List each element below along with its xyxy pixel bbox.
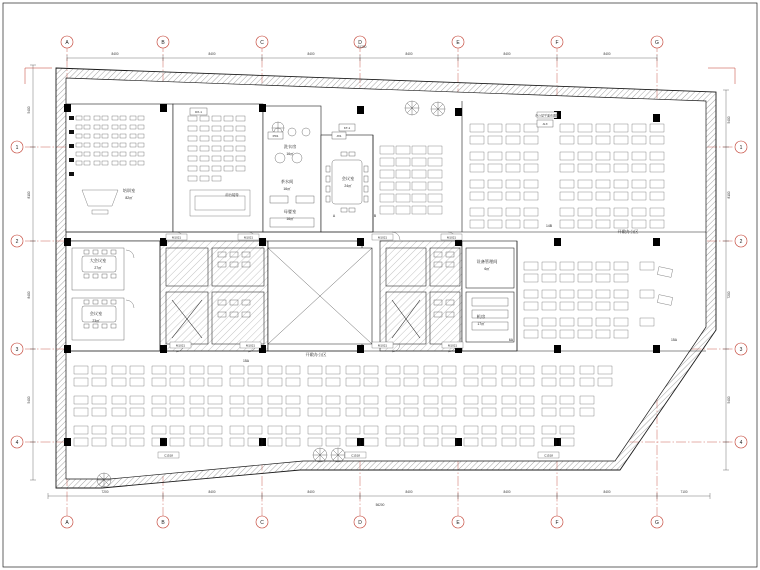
axis-label-top-2: C xyxy=(260,40,264,46)
svg-text:8400: 8400 xyxy=(307,490,315,494)
room-label-equipment: 设备管理间 xyxy=(476,259,498,264)
room-label-mother: 母婴室 xyxy=(283,209,297,214)
axis-label-bottom-0: A xyxy=(65,520,69,526)
svg-text:DX-1: DX-1 xyxy=(195,110,202,114)
axis-label-left-1: 2 xyxy=(15,239,19,245)
svg-text:8400: 8400 xyxy=(503,52,511,56)
annotation-15a-left: 15A xyxy=(242,359,250,363)
svg-text:8400: 8400 xyxy=(603,52,611,56)
axis-label-top-4: E xyxy=(456,40,460,46)
svg-text:8400: 8400 xyxy=(208,52,216,56)
dimension-text-right xyxy=(727,116,731,403)
svg-text:KT-1: KT-1 xyxy=(343,126,351,130)
dimension-text-left xyxy=(27,106,31,403)
svg-text:8400: 8400 xyxy=(111,52,119,56)
svg-text:JLX: JLX xyxy=(542,122,548,126)
svg-text:PD1: PD1 xyxy=(272,134,279,138)
room-area-equipment: 6㎡ xyxy=(484,267,490,271)
axis-label-bottom-3: D xyxy=(358,520,362,526)
svg-text:5400: 5400 xyxy=(727,116,731,124)
room-label-reception: 前台接待 xyxy=(225,193,239,197)
axis-label-left-2: 3 xyxy=(15,347,19,353)
room-area-server: 17㎡ xyxy=(477,322,485,326)
axis-label-left-3: 4 xyxy=(15,440,19,446)
room-label-training: 培训室 xyxy=(122,188,136,193)
atrium-void xyxy=(268,248,372,344)
overall-dim-bottom: 56200 xyxy=(375,503,385,507)
axis-label-right-0: 1 xyxy=(739,145,743,151)
dimension-chain-left xyxy=(30,65,36,480)
dimension-chain-bottom xyxy=(48,493,710,499)
svg-text:M1021: M1021 xyxy=(175,343,186,348)
room-label-laundry: 洗衣房 xyxy=(283,144,297,149)
svg-text:8400: 8400 xyxy=(405,52,413,56)
svg-text:M1021: M1021 xyxy=(243,235,254,240)
svg-text:M1021: M1021 xyxy=(377,235,388,240)
dimension-chain-right xyxy=(723,90,729,470)
room-label-open-office-lower: 开敞办公区 xyxy=(305,352,327,357)
svg-text:C1518: C1518 xyxy=(544,453,553,458)
room-area-meeting-left: 23㎡ xyxy=(92,319,100,323)
room-label-meeting-top: 会议室 xyxy=(341,176,355,181)
axis-label-top-1: B xyxy=(161,40,165,46)
axis-label-top-5: F xyxy=(555,40,559,46)
svg-text:5400: 5400 xyxy=(27,396,31,404)
svg-text:M1021: M1021 xyxy=(447,343,458,348)
overall-dim-top: 61200 xyxy=(357,45,367,49)
svg-text:8400: 8400 xyxy=(307,52,315,56)
dimension-chain-top xyxy=(67,55,657,61)
room-label-server: 机房 xyxy=(476,314,486,319)
svg-text:8400: 8400 xyxy=(405,490,413,494)
axis-label-bottom-5: F xyxy=(555,520,559,526)
svg-text:M1021: M1021 xyxy=(446,235,457,240)
axis-label-right-3: 4 xyxy=(739,440,743,446)
svg-text:8100: 8100 xyxy=(27,191,31,199)
annotation-b: B xyxy=(373,214,377,218)
svg-text:M1021: M1021 xyxy=(171,235,182,240)
room-area-big-meeting: 27㎡ xyxy=(94,266,102,270)
axis-label-right-2: 3 xyxy=(739,347,743,353)
axis-label-bottom-6: G xyxy=(655,520,659,526)
room-area-meeting-top: 24㎡ xyxy=(344,184,352,188)
svg-text:M1021: M1021 xyxy=(377,343,388,348)
axis-label-left-0: 1 xyxy=(15,145,19,151)
svg-text:JX1: JX1 xyxy=(336,134,342,138)
room-label-big-meeting: 大会议室 xyxy=(89,258,107,263)
axis-label-bottom-2: C xyxy=(260,520,264,526)
annotation-14b: 14B xyxy=(545,224,553,228)
svg-text:8400: 8400 xyxy=(208,490,216,494)
annotation-6a: 6A xyxy=(508,338,514,342)
svg-text:办公层平面布置图: 办公层平面布置图 xyxy=(534,113,560,118)
svg-text:8400: 8400 xyxy=(27,291,31,299)
svg-text:8400: 8400 xyxy=(603,490,611,494)
axis-label-bottom-4: E xyxy=(456,520,460,526)
room-area-training: 82㎡ xyxy=(125,196,133,200)
axis-bubbles-right xyxy=(735,141,747,448)
axis-label-top-0: A xyxy=(65,40,69,46)
annotation-a: A xyxy=(332,214,336,218)
svg-text:C1518: C1518 xyxy=(351,453,360,458)
dimension-text-top xyxy=(111,45,610,56)
svg-text:7200: 7200 xyxy=(727,291,731,299)
axis-bubbles-bottom xyxy=(61,516,663,528)
svg-text:8400: 8400 xyxy=(503,490,511,494)
room-area-pantry: 16㎡ xyxy=(283,187,291,191)
room-area-mother: 16㎡ xyxy=(286,217,294,221)
room-label-open-office-right: 开敞办公区 xyxy=(617,229,639,234)
axis-label-top-3: D xyxy=(358,40,362,46)
svg-text:C1518: C1518 xyxy=(164,453,173,458)
axis-label-bottom-1: B xyxy=(161,520,165,526)
room-area-laundry: 16㎡ xyxy=(286,152,294,156)
axis-bubbles-left xyxy=(11,141,23,448)
svg-text:5400: 5400 xyxy=(727,396,731,404)
svg-text:5400: 5400 xyxy=(27,106,31,114)
axis-label-right-1: 2 xyxy=(739,239,743,245)
dimension-text-bottom xyxy=(101,490,687,507)
room-label-meeting-left: 会议室 xyxy=(89,311,103,316)
svg-text:7100: 7100 xyxy=(680,490,688,494)
annotation-15a-right: 15A xyxy=(670,338,678,342)
axis-label-top-6: G xyxy=(655,40,659,46)
room-label-pantry: 茶水间 xyxy=(280,179,294,184)
svg-text:M1021: M1021 xyxy=(245,343,256,348)
svg-text:8100: 8100 xyxy=(727,191,731,199)
svg-text:7200: 7200 xyxy=(101,490,109,494)
